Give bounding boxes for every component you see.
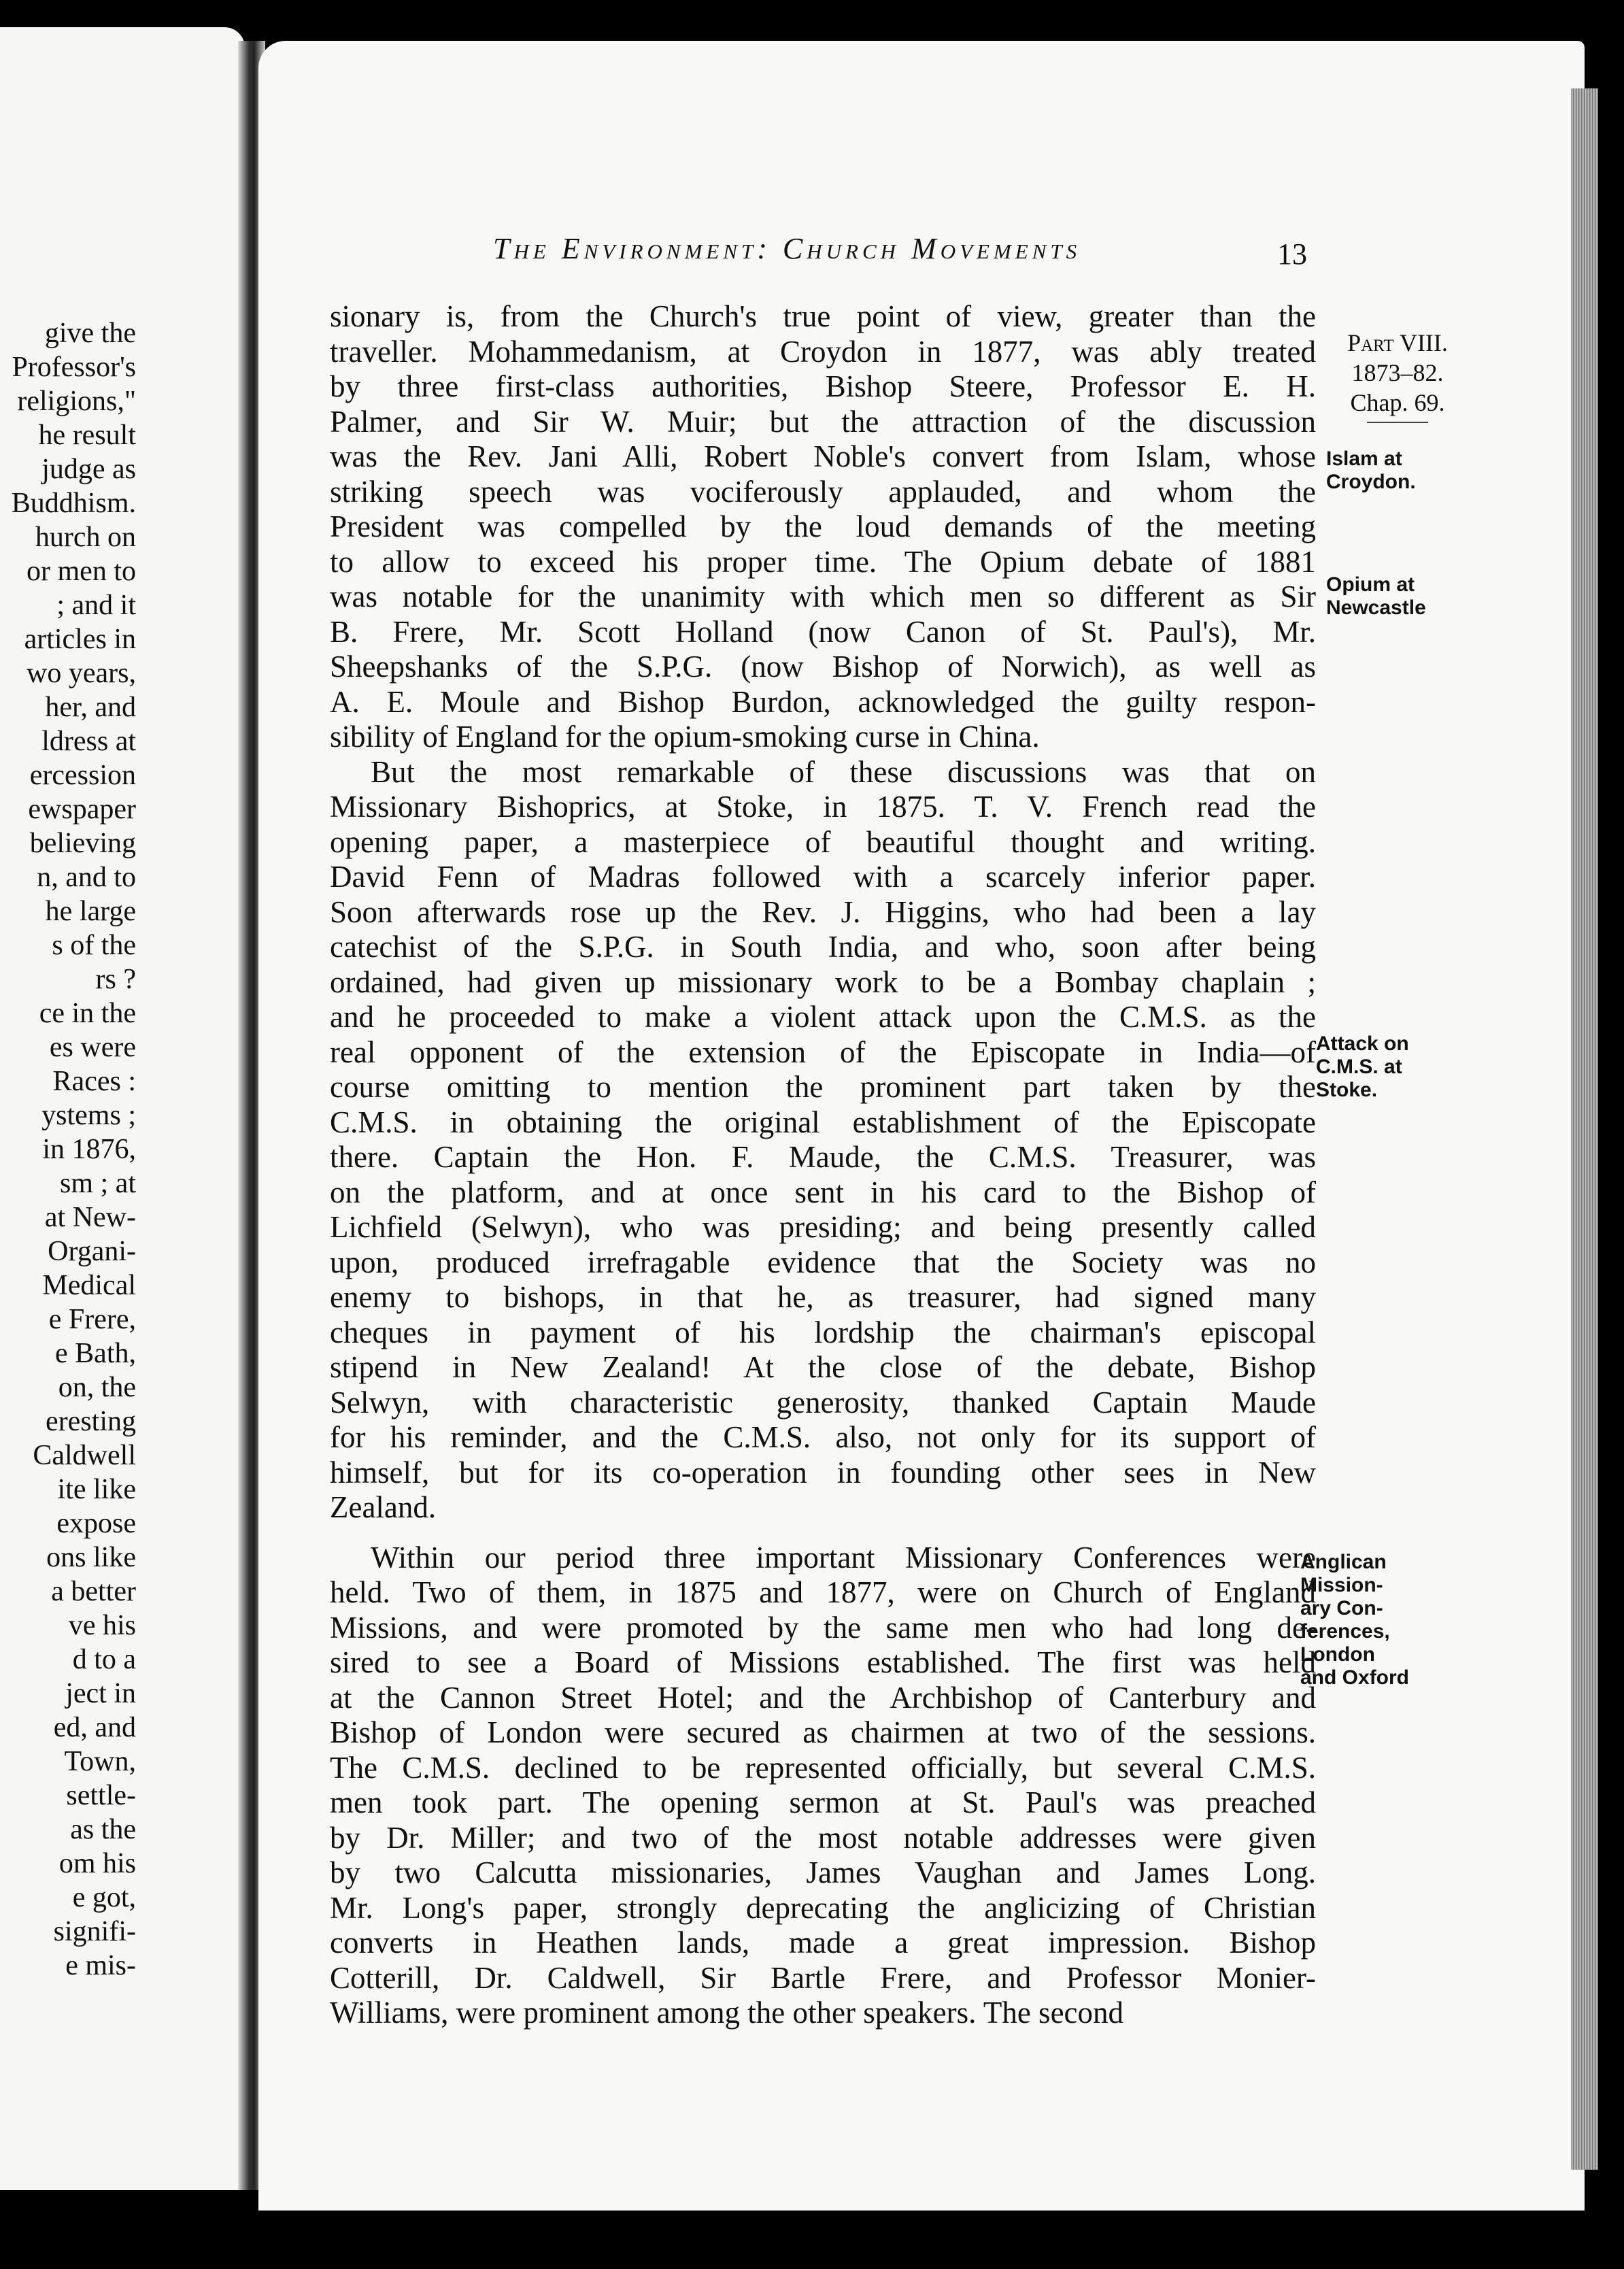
text-line: President was compelled by the loud demands of the meeting (330, 509, 1316, 543)
side-note-line: Stoke. (1316, 1079, 1378, 1101)
text-line: Missionary Bishoprics, at Stoke, in 1875. T. V. French read the (330, 790, 1316, 824)
text-line: But the most remarkable of these discussions was that on (371, 754, 1316, 789)
page-edge (1571, 88, 1598, 2170)
left-page-line: eresting (46, 1406, 136, 1437)
text-line: Palmer, and Sir W. Muir; but the attraction of the discussion (330, 404, 1316, 439)
left-page-line: as the (70, 1814, 136, 1845)
left-page-line: a better (51, 1576, 136, 1607)
side-note-opium (1326, 573, 1426, 620)
text-line: converts in Heathen lands, made a great impression. Bishop (330, 1926, 1316, 1960)
text-line: Bishop of London were secured as chairmen at two of the sessions. (330, 1715, 1316, 1749)
left-page-line: give the (44, 318, 136, 349)
left-page-line: e mis- (65, 1950, 136, 1981)
text-line: B. Frere, Mr. Scott Holland (now Canon of St. Paul's), Mr. (330, 614, 1316, 649)
text-line: Selwyn, with characteristic generosity, thanked Captain Maude (330, 1385, 1316, 1419)
text-line: Within our period three important Missionary Conferences were (371, 1540, 1316, 1575)
text-line: striking speech was vociferously applauded, and whom the (330, 474, 1316, 509)
left-page-line: sm ; at (60, 1168, 136, 1199)
left-page-line: he result (38, 420, 136, 451)
text-line: ordained, had given up missionary work to be a Bombay chaplain ; (330, 964, 1316, 999)
left-page-line: judge as (41, 454, 136, 485)
left-page-text (0, 316, 136, 1983)
text-line: Sheepshanks of the S.P.G. (now Bishop of Norwich), as well as (330, 650, 1316, 684)
left-page-line: her, and (45, 692, 136, 723)
text-line: for his reminder, and the C.M.S. also, not only for its support of (330, 1420, 1316, 1454)
left-page-line: ject in (65, 1678, 136, 1709)
text-line: sired to see a Board of Missions established. The first was held (330, 1645, 1316, 1679)
side-note-anglican-conferences (1300, 1551, 1409, 1690)
left-page-line: ce in the (39, 998, 136, 1029)
text-line: traveller. Mohammedanism, at Croydon in 1877, was ably treated (330, 334, 1316, 369)
left-page-line: Professor's (12, 352, 136, 383)
left-page-line: Buddhism. (11, 488, 136, 519)
margin-rule (1367, 422, 1428, 423)
text-line: Lichfield (Selwyn), who was presiding; and being presently called (330, 1210, 1316, 1244)
text-line: Williams, were prominent among the other speakers. The second (330, 1996, 1124, 2030)
left-page-line: ercession (29, 760, 136, 791)
text-line: sionary is, from the Church's true point of view, greater than the (330, 299, 1316, 333)
text-line: men took part. The opening sermon at St. Paul's was preached (330, 1785, 1316, 1819)
text-line: sibility of England for the opium-smoking curse in China. (330, 720, 1040, 754)
text-line: course omitting to mention the prominent part taken by the (330, 1070, 1316, 1104)
side-note-line: Islam at (1326, 448, 1402, 470)
text-line: A. E. Moule and Bishop Burdon, acknowledged the guilty respon- (330, 684, 1316, 719)
left-page-line: hurch on (35, 522, 136, 553)
text-line: real opponent of the extension of the Episcopate in India—of (330, 1035, 1316, 1069)
text-line: Mr. Long's paper, strongly deprecating the anglicizing of Christian (330, 1890, 1316, 1925)
text-line: himself, but for its co-operation in founding other sees in New (330, 1455, 1316, 1490)
left-page-line: ystems ; (41, 1100, 136, 1131)
left-page-line: Organi- (48, 1236, 136, 1267)
text-line: Cotterill, Dr. Caldwell, Sir Bartle Frere, and Professor Monier- (330, 1960, 1316, 1995)
left-page-line: ons like (46, 1542, 136, 1573)
body-text (330, 299, 1316, 2031)
text-line: C.M.S. in obtaining the original establishment of the Episcopate (330, 1105, 1316, 1139)
text-line: by three first-class authorities, Bishop Steere, Professor E. H. (330, 369, 1316, 403)
left-page-line: d to a (72, 1644, 136, 1675)
left-page-line: signifi- (53, 1916, 136, 1947)
left-page-line: s of the (52, 930, 136, 961)
left-page-line: Town, (64, 1746, 136, 1777)
text-line: held. Two of them, in 1875 and 1877, were on Church of England (330, 1575, 1316, 1609)
text-line: The C.M.S. declined to be represented officially, but several C.M.S. (330, 1750, 1316, 1785)
text-line: by two Calcutta missionaries, James Vaughan and James Long. (330, 1855, 1316, 1889)
text-line: David Fenn of Madras followed with a scarcely inferior paper. (330, 860, 1316, 894)
left-page-line: ve his (68, 1610, 136, 1641)
text-line: by Dr. Miller; and two of the most notable addresses were given (330, 1820, 1316, 1855)
left-page-line: n, and to (37, 862, 136, 893)
side-note-line: Newcastle (1326, 596, 1426, 619)
left-page-line: articles in (24, 624, 136, 655)
text-line: Missions, and were promoted by the same men who had long de- (330, 1610, 1316, 1645)
left-page-line: ldress at (41, 726, 136, 757)
page-number: 13 (1277, 237, 1307, 271)
text-line: enemy to bishops, in that he, as treasurer, had signed many (330, 1280, 1316, 1314)
side-note-islam (1326, 448, 1416, 494)
left-page-line: Medical (42, 1270, 136, 1301)
left-page-line: at New- (44, 1202, 136, 1233)
side-note-line: London (1300, 1643, 1375, 1666)
text-line: was notable for the unanimity with which men so different as Sir (330, 579, 1316, 614)
left-page-line: ; and it (56, 590, 136, 621)
left-page-line: Races : (52, 1066, 136, 1097)
text-line: catechist of the S.P.G. in South India, and who, soon after being (330, 930, 1316, 964)
side-note-line: C.M.S. at (1316, 1056, 1402, 1078)
side-note-line: Croydon. (1326, 471, 1416, 493)
left-page-line: e got, (72, 1882, 136, 1913)
text-line: opening paper, a masterpiece of beautiful thought and writing. (330, 824, 1316, 859)
paragraph-gap (330, 1526, 1316, 1541)
text-line: to allow to exceed his proper time. The Opium debate of 1881 (330, 544, 1316, 579)
left-page-line: e Bath, (55, 1338, 136, 1369)
left-page-line: ed, and (53, 1712, 136, 1743)
left-page-line: Caldwell (33, 1440, 136, 1471)
text-line: stipend in New Zealand! At the close of the debate, Bishop (330, 1350, 1316, 1384)
side-note-line: Anglican (1300, 1551, 1387, 1573)
side-note-attack-stoke (1316, 1032, 1409, 1102)
side-note-line: ary Con- (1300, 1597, 1383, 1619)
text-line: there. Captain the Hon. F. Maude, the C.M.S. Treasurer, was (330, 1140, 1316, 1174)
text-line: and he proceeded to make a violent attack upon the C.M.S. as the (330, 1000, 1316, 1034)
text-line: cheques in payment of his lordship the chairman's episcopal (330, 1315, 1316, 1349)
left-page-line: expose (56, 1508, 136, 1539)
text-line: Soon afterwards rose up the Rev. J. Higgins, who had been a lay (330, 894, 1316, 929)
left-page-line: on, the (58, 1372, 136, 1403)
left-page-line: religions," (17, 386, 136, 417)
side-note-line: ferences, (1300, 1620, 1390, 1643)
side-note-line: and Oxford (1300, 1666, 1410, 1689)
left-page-line: believing (29, 828, 136, 859)
left-page-line: e Frere, (48, 1304, 136, 1335)
text-line: upon, produced irrefragable evidence that the Society was no (330, 1245, 1316, 1279)
left-page-line: rs ? (95, 964, 136, 995)
left-page-line: settle- (66, 1780, 136, 1811)
running-head: The Environment: Church Movements (493, 232, 1081, 265)
side-note-line: Opium at (1326, 573, 1415, 596)
left-page-line: in 1876, (42, 1134, 136, 1165)
text-line: was the Rev. Jani Alli, Robert Noble's convert from Islam, whose (330, 439, 1316, 473)
text-line: on the platform, and at once sent in his card to the Bishop of (330, 1175, 1316, 1209)
left-page-line: ewspaper (28, 794, 136, 825)
left-page-line: es were (49, 1032, 136, 1063)
left-page-line: ite like (57, 1474, 136, 1505)
years-label: 1873–82. (1351, 359, 1444, 386)
left-page-line: he large (45, 896, 136, 927)
left-page-line: om his (58, 1848, 136, 1879)
part-chapter-note (1330, 328, 1466, 423)
left-page-line: wo years, (27, 658, 136, 689)
text-line: at the Cannon Street Hotel; and the Archbishop of Canterbury and (330, 1680, 1316, 1715)
part-label: Part VIII. (1347, 329, 1448, 356)
text-line: Zealand. (330, 1490, 437, 1524)
chapter-label: Chap. 69. (1350, 389, 1445, 416)
left-page-line: or men to (27, 556, 136, 587)
side-note-line: Mission- (1300, 1574, 1383, 1596)
left-facing-page (0, 27, 245, 2190)
side-note-line: Attack on (1316, 1032, 1409, 1055)
